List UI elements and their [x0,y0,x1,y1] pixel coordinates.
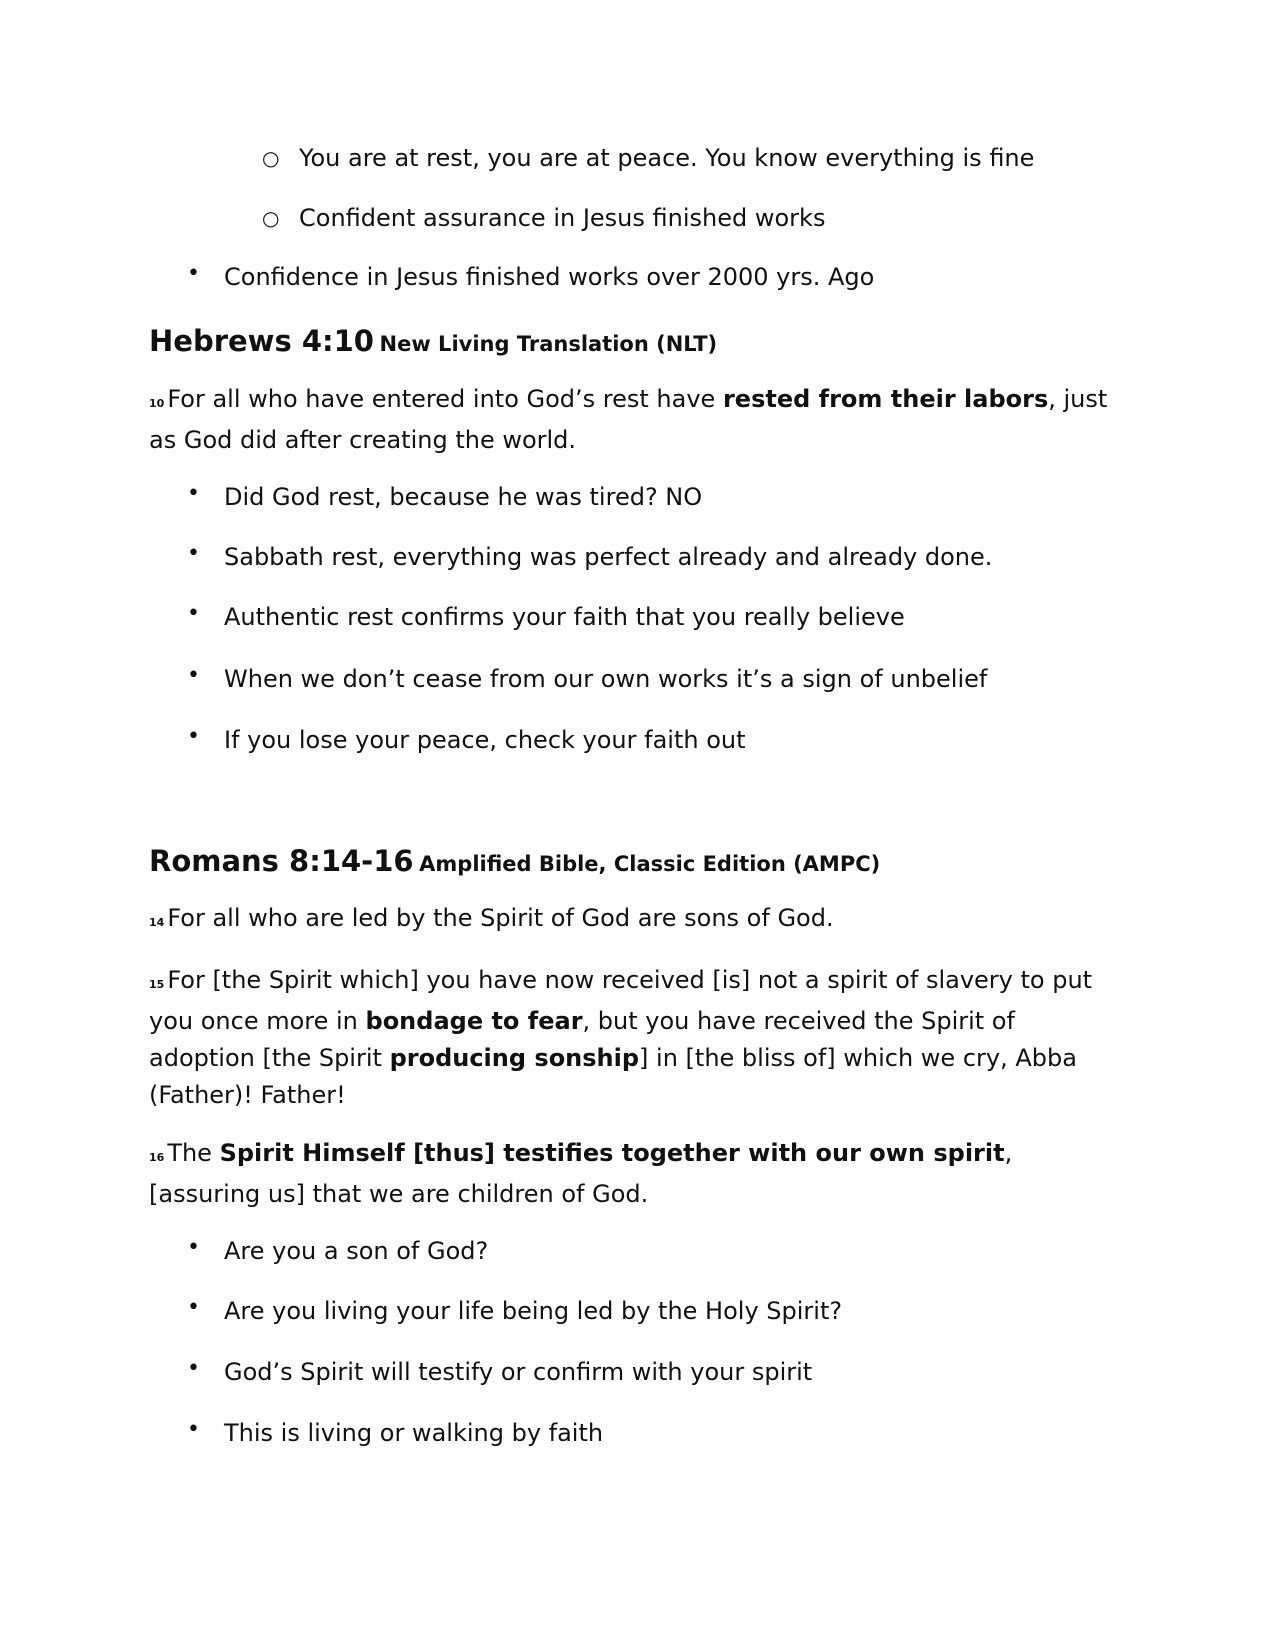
bullet-icon: • [187,601,200,626]
verse-number: 14 [149,916,165,929]
bullet-item: Did God rest, because he was tired? NO [224,483,703,511]
bullet-item: Are you a son of God? [224,1237,489,1265]
sub-bullet-item: You are at rest, you are at peace. You know everything is fine [299,144,1035,172]
bible-version: New Living Translation (NLT) [379,332,718,356]
section-heading-romans [149,844,880,878]
bullet-item: If you lose your peace, check your faith out [224,726,746,754]
bullet-icon: • [187,1235,200,1260]
scripture-reference: Hebrews 4:10 [149,324,374,358]
bullet-icon: • [187,1295,200,1320]
bullet-item: God’s Spirit will testify or confirm with your spirit [224,1358,813,1386]
bullet-icon: • [187,261,200,286]
hollow-bullet-icon: ○ [262,146,280,170]
emphasis-text: producing sonship [389,1044,640,1072]
bible-version: Amplified Bible, Classic Edition (AMPC) [419,852,881,876]
bullet-icon: • [187,1417,200,1442]
bullet-item: This is living or walking by faith [224,1419,604,1447]
bullet-item: Sabbath rest, everything was perfect already and already done. [224,543,993,571]
verse-paragraph: 16 The Spirit Himself [thus] testifies together with our own spirit, [assuring us] that we are children of God. [149,1139,1013,1208]
verse-number: 16 [149,1151,165,1164]
bullet-icon: • [187,481,200,506]
verse-paragraph: 15 For [the Spirit which] you have now received [is] not a spirit of slavery to put you once more in bondage to fear, but you have received the Spirit of adoption [the Spirit producing sonship] in [the bliss of] which we cry, Abba (Father)! Father! [149,966,1093,1109]
bullet-icon: • [187,663,200,688]
bullet-item: Are you living your life being led by the Holy Spirit? [224,1297,843,1325]
sub-bullet-item: Confident assurance in Jesus finished works [299,204,826,232]
verse-number: 15 [149,978,165,991]
emphasis-text: rested from their labors [722,385,1049,413]
verse-paragraph: 10 For all who have entered into God’s rest have rested from their labors, just as God did after creating the world. [149,385,1108,454]
emphasis-text: bondage to fear [365,1007,583,1035]
bullet-icon: • [187,541,200,566]
verse-paragraph: 14 For all who are led by the Spirit of God are sons of God. [149,904,834,932]
bullet-icon: • [187,724,200,749]
bullet-item: Confidence in Jesus finished works over 2000 yrs. Ago [224,263,875,291]
bullet-item: Authentic rest confirms your faith that you really believe [224,603,905,631]
hollow-bullet-icon: ○ [262,206,280,230]
bullet-icon: • [187,1356,200,1381]
scripture-reference: Romans 8:14-16 [149,844,414,878]
emphasis-text: Spirit Himself [thus] testifies together with our own spirit [219,1139,1005,1167]
section-heading-hebrews [149,324,717,358]
verse-number: 10 [149,397,165,410]
bullet-item: When we don’t cease from our own works it’s a sign of unbelief [224,665,988,693]
